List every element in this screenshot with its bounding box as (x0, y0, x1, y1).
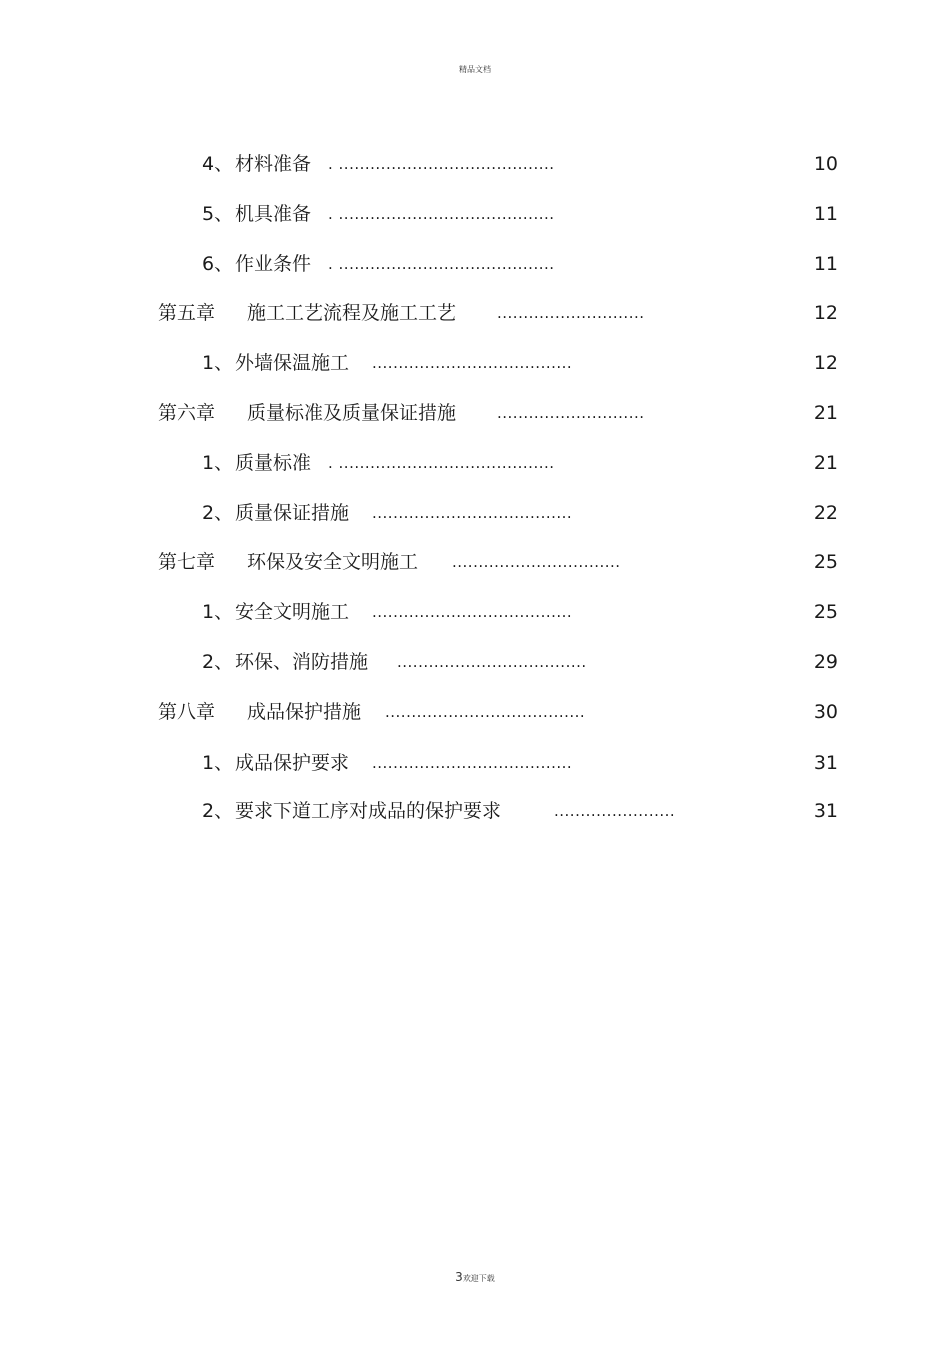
toc-entry-title: 成品保护要求 (235, 752, 350, 774)
toc-chapter-number: 第八章 (158, 701, 216, 723)
toc-entry-leader: ...................................... (372, 354, 573, 372)
toc-entry[interactable] (0, 448, 950, 478)
toc-entry[interactable] (0, 748, 950, 778)
toc-chapter-title: 成品保护措施 (247, 701, 362, 723)
toc-entry-leader: ...................................... (372, 754, 573, 772)
toc-chapter-entry[interactable] (0, 398, 950, 428)
toc-chapter-number: 第六章 (158, 402, 216, 424)
toc-entry-number: 1、 (202, 452, 234, 474)
toc-chapter-title: 质量标准及质量保证措施 (247, 402, 457, 424)
toc-chapter-number: 第七章 (158, 551, 216, 573)
toc-entry-page: 11 (813, 253, 838, 275)
toc-entry-title: 材料准备 (235, 153, 312, 175)
footer-text: 欢迎下载 (462, 1274, 495, 1283)
toc-chapter-entry[interactable] (0, 697, 950, 727)
toc-entry-number: 1、 (202, 601, 234, 623)
page-footer (0, 1270, 950, 1284)
footer-page-number: 3 (455, 1270, 463, 1284)
toc-entry-number: 5、 (202, 203, 234, 225)
toc-entry[interactable] (0, 498, 950, 528)
toc-entry[interactable] (0, 647, 950, 677)
toc-entry-page: 21 (813, 452, 838, 474)
toc-entry-leader: ................................ (452, 553, 621, 571)
toc-entry-title: 质量保证措施 (235, 502, 350, 524)
toc-entry-title: 外墙保温施工 (235, 352, 350, 374)
toc-entry-page: 11 (813, 203, 838, 225)
toc-entry-leader: .................................... (397, 653, 587, 671)
page-header: 精品文档 (459, 65, 491, 74)
toc-entry-page: 30 (813, 701, 838, 723)
toc-entry-title: 环保、消防措施 (235, 651, 369, 673)
toc-chapter-entry[interactable] (0, 547, 950, 577)
toc-entry-leader: . ......................................... (328, 155, 555, 173)
toc-entry-number: 1、 (202, 352, 234, 374)
toc-entry[interactable] (0, 597, 950, 627)
toc-entry[interactable] (0, 149, 950, 179)
toc-entry-leader: ...................................... (372, 603, 573, 621)
toc-entry-page: 10 (813, 153, 838, 175)
toc-entry-number: 2、 (202, 800, 234, 822)
toc-entry-leader: ............................ (497, 304, 645, 322)
toc-entry-title: 要求下道工序对成品的保护要求 (235, 800, 502, 822)
toc-chapter-title: 施工工艺流程及施工工艺 (247, 302, 457, 324)
toc-entry-page: 22 (813, 502, 838, 524)
toc-entry-leader: ....................... (554, 802, 676, 820)
toc-entry-page: 31 (813, 800, 838, 822)
toc-entry-number: 4、 (202, 153, 234, 175)
toc-chapter-title: 环保及安全文明施工 (247, 551, 419, 573)
toc-chapter-entry[interactable] (0, 298, 950, 328)
toc-entry[interactable] (0, 796, 950, 826)
toc-entry-page: 29 (813, 651, 838, 673)
toc-entry-title: 质量标准 (235, 452, 312, 474)
toc-entry-number: 1、 (202, 752, 234, 774)
toc-entry-number: 6、 (202, 253, 234, 275)
toc-entry-page: 12 (813, 302, 838, 324)
toc-entry-leader: . ......................................... (328, 205, 555, 223)
toc-entry-leader: . ......................................... (328, 454, 555, 472)
toc-entry-page: 12 (813, 352, 838, 374)
toc-entry[interactable] (0, 348, 950, 378)
toc-entry[interactable] (0, 249, 950, 279)
toc-entry-leader: . ......................................... (328, 255, 555, 273)
toc-entry-page: 31 (813, 752, 838, 774)
toc-entry-leader: ............................ (497, 404, 645, 422)
toc-entry-page: 21 (813, 402, 838, 424)
toc-entry-number: 2、 (202, 502, 234, 524)
toc-entry[interactable] (0, 199, 950, 229)
toc-entry-title: 机具准备 (235, 203, 312, 225)
toc-entry-page: 25 (813, 551, 838, 573)
toc-chapter-number: 第五章 (158, 302, 216, 324)
toc-entry-leader: ...................................... (372, 504, 573, 522)
toc-entry-title: 作业条件 (235, 253, 312, 275)
toc-entry-leader: ...................................... (385, 703, 586, 721)
toc-entry-title: 安全文明施工 (235, 601, 350, 623)
toc-entry-number: 2、 (202, 651, 234, 673)
toc-entry-page: 25 (813, 601, 838, 623)
